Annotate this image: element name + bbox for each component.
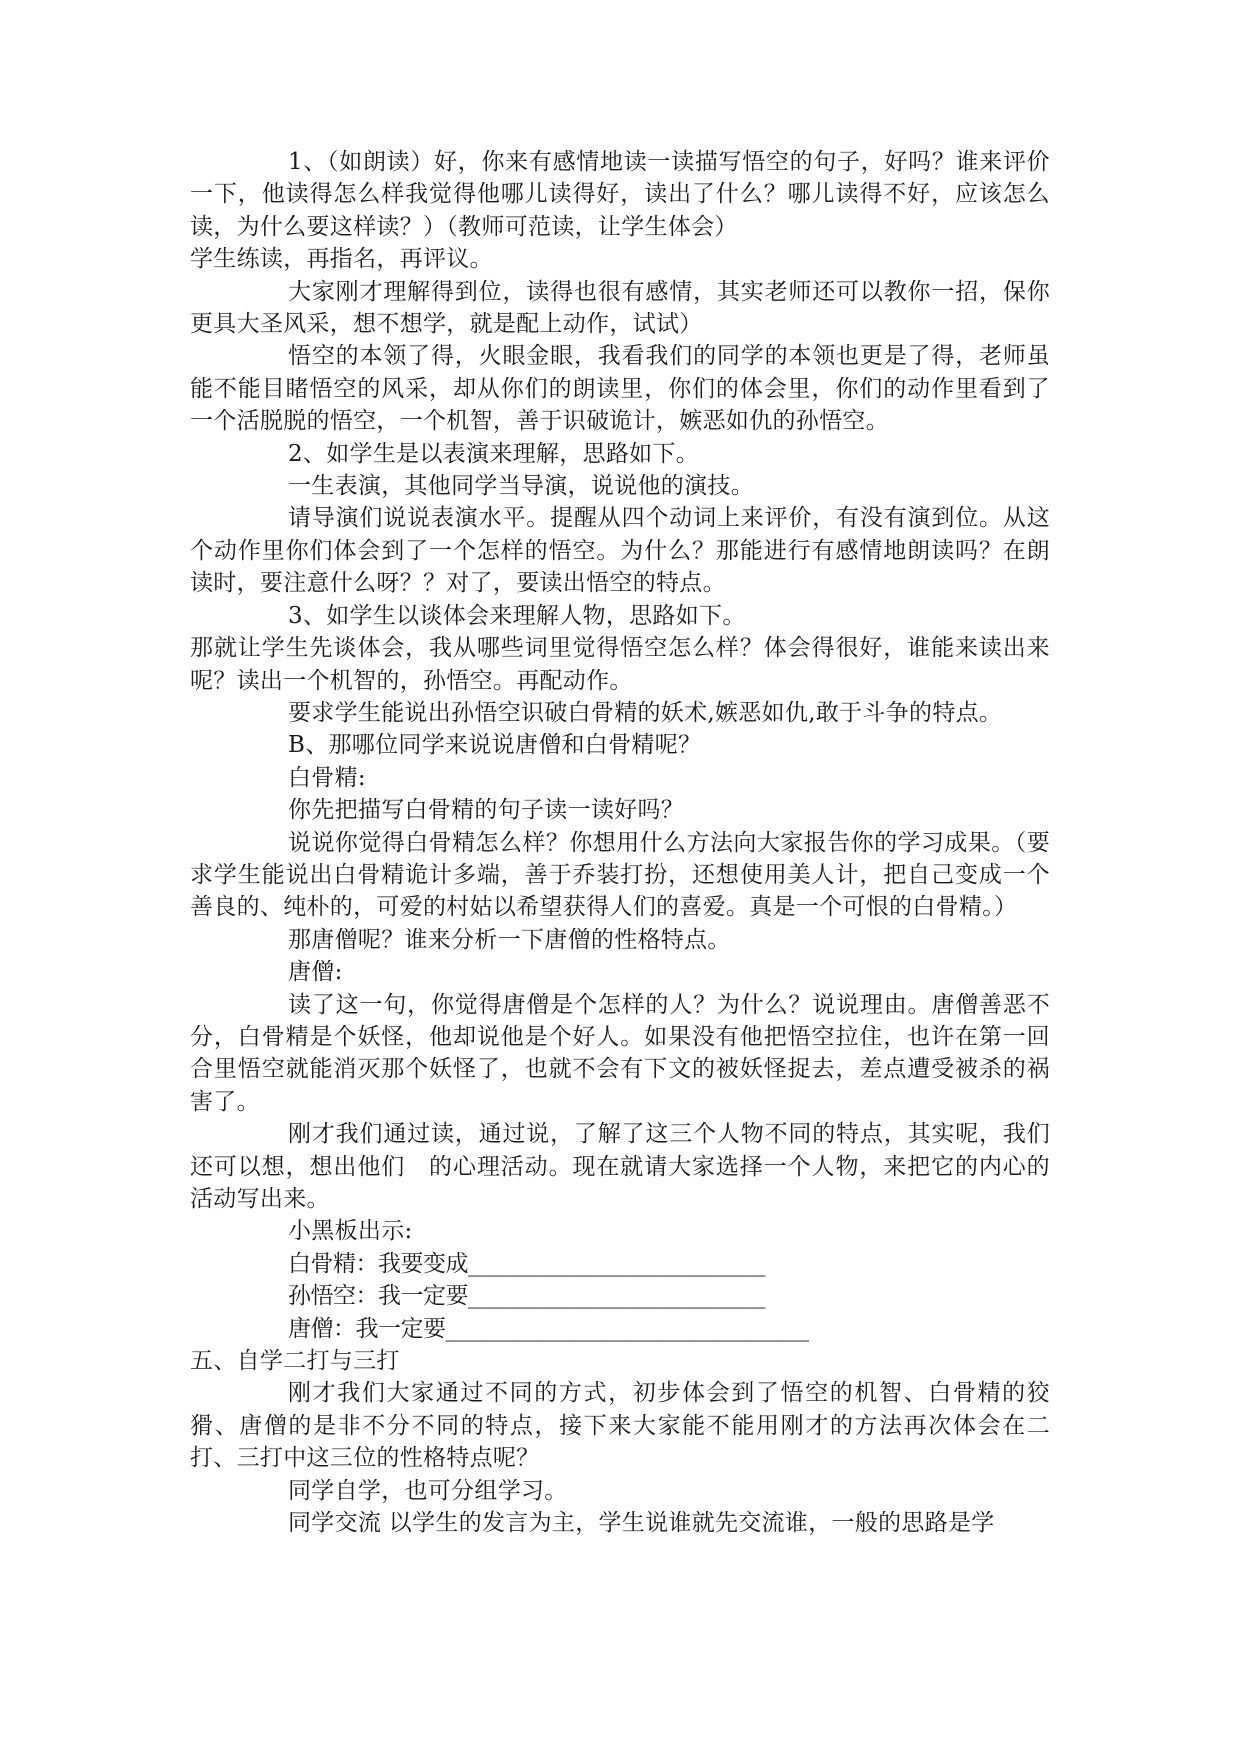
paragraph: 学生练读，再指名，再评议。 bbox=[190, 246, 493, 273]
paragraph: 白骨精: bbox=[288, 764, 366, 791]
paragraph: 刚才我们通过读，通过说，了解了这三个人物不同的特点，其实呢，我们还可以想，想出他们 的心理活动。现在就请大家选择一个人物，来把它的内心的活动写出来。 bbox=[190, 1121, 1050, 1212]
fill-in-blank-line: 白骨精：我要变成___________________________ bbox=[288, 1250, 765, 1277]
paragraph: 你先把描写白骨精的句子读一读好吗？ bbox=[288, 797, 685, 824]
paragraph: 那唐僧呢？谁来分析一下唐僧的性格特点。 bbox=[288, 926, 731, 953]
paragraph: 那就让学生先谈体会，我从哪些词里觉得悟空怎么样？体会得很好，谁能来读出来呢？读出一个机智的，孙悟空。再配动作。 bbox=[190, 635, 1050, 694]
paragraph: 同学交流 以学生的发言为主，学生说谁就先交流谁，一般的思路是学 bbox=[288, 1510, 995, 1537]
fill-in-blank-line: 唐僧：我一定要_________________________________ bbox=[288, 1315, 809, 1342]
paragraph: 3、如学生以谈体会来理解人物，思路如下。 bbox=[288, 602, 746, 629]
document-body bbox=[190, 146, 1050, 1539]
paragraph: 唐僧: bbox=[288, 959, 343, 986]
paragraph: 刚才我们大家通过不同的方式，初步体会到了悟空的机智、白骨精的狡猾、唐僧的是非不分不同的特点，接下来大家能不能用刚才的方法再次体会在二打、三打中这三位的性格特点呢？ bbox=[190, 1380, 1050, 1472]
paragraph: 要求学生能说出孙悟空识破白骨精的妖术,嫉恶如仇,敢于斗争的特点。 bbox=[288, 699, 1003, 726]
paragraph: 1、（如朗读）好，你来有感情地读一读描写悟空的句子，好吗？谁来评价一下，他读得怎么样我觉得他哪儿读得好，读出了什么？哪儿读得不好，应该怎么读，为什么要这样读？）（教师可范读，让学生体会） bbox=[190, 149, 1050, 240]
paragraph: 一生表演，其他同学当导演，说说他的演技。 bbox=[288, 473, 754, 500]
fill-in-blank-line: 孙悟空：我一定要___________________________ bbox=[288, 1283, 765, 1310]
paragraph: B、那哪位同学来说说唐僧和白骨精呢？ bbox=[288, 732, 702, 759]
paragraph: 说说你觉得白骨精怎么样？你想用什么方法向大家报告你的学习成果。（要求学生能说出白骨精诡计多端，善于乔装打扮，还想使用美人计，把自己变成一个善良的、纯朴的，可爱的村姑以希望获得人们的喜爱。真是一个可恨的白骨精。） bbox=[190, 829, 1050, 921]
paragraph: 2、如学生是以表演来理解，思路如下。 bbox=[288, 440, 700, 467]
section-heading: 五、自学二打与三打 bbox=[190, 1348, 400, 1375]
paragraph: 悟空的本领了得，火眼金眼，我看我们的同学的本领也更是了得，老师虽能不能目睹悟空的风采，却从你们的朗读里，你们的体会里，你们的动作里看到了一个活脱脱的悟空，一个机智，善于识破诡计，嫉恶如仇的孙悟空。 bbox=[190, 343, 1050, 435]
paragraph: 读了这一句，你觉得唐僧是个怎样的人？为什么？说说理由。唐僧善恶不分，白骨精是个妖怪，他却说他是个好人。如果没有他把悟空拉住，也许在第一回合里悟空就能消灭那个妖怪了，也就不会有下文的被妖怪捉去，差点遭受被杀的祸害了。 bbox=[190, 991, 1050, 1115]
paragraph: 小黑板出示: bbox=[288, 1218, 413, 1245]
paragraph: 大家刚才理解得到位，读得也很有感情，其实老师还可以教你一招，保你更具大圣风采，想不想学，就是配上动作，试试） bbox=[190, 278, 1050, 338]
paragraph: 请导演们说说表演水平。提醒从四个动词上来评价，有没有演到位。从这个动作里你们体会到了一个怎样的悟空。为什么？那能进行有感情地朗读吗？在朗读时，要注意什么呀？？对了，要读出悟空的特点。 bbox=[190, 505, 1050, 597]
paragraph: 同学自学，也可分组学习。 bbox=[288, 1477, 568, 1504]
